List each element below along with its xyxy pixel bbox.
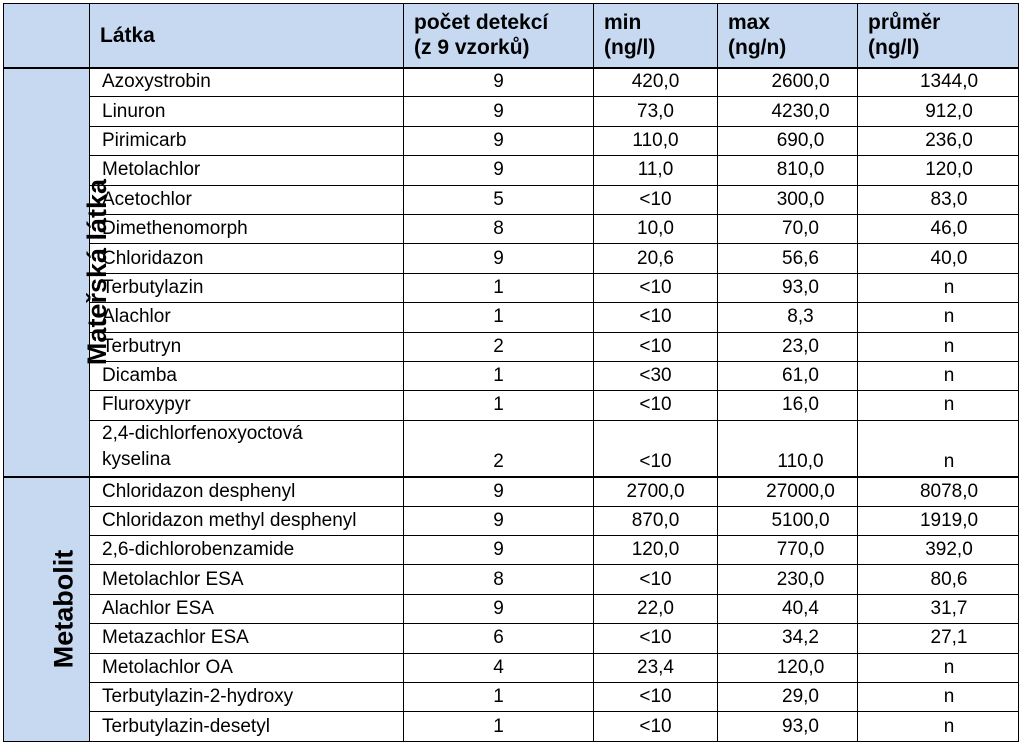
min-value: <10 <box>594 624 718 653</box>
detection-count: 1 <box>404 391 594 420</box>
detection-count: 1 <box>404 361 594 390</box>
table-row <box>4 477 1019 506</box>
detection-count: 5 <box>404 185 594 214</box>
substance-name: Metolachlor OA <box>90 653 404 682</box>
max-value: 2600,0 <box>718 68 858 97</box>
max-value: 230,0 <box>718 565 858 594</box>
group-label-metabolit <box>4 477 90 742</box>
avg-value: n <box>858 361 1019 390</box>
substance-name: Terbutylazin-2-hydroxy <box>90 682 404 711</box>
avg-value: n <box>858 653 1019 682</box>
avg-value: 83,0 <box>858 185 1019 214</box>
detection-count: 9 <box>404 126 594 155</box>
header-blank-cell <box>4 4 90 68</box>
avg-value: 27,1 <box>858 624 1019 653</box>
header-max-line1: max <box>728 11 771 35</box>
detection-count: 9 <box>404 244 594 273</box>
detection-count: 8 <box>404 565 594 594</box>
table-row <box>4 244 1019 273</box>
substance-name: Pirimicarb <box>90 126 404 155</box>
avg-value: 912,0 <box>858 97 1019 126</box>
max-value: 93,0 <box>718 273 858 302</box>
min-value: <10 <box>594 565 718 594</box>
table-row <box>4 712 1019 741</box>
detection-count: 9 <box>404 477 594 506</box>
detection-count: 1 <box>404 682 594 711</box>
min-value: 23,4 <box>594 653 718 682</box>
min-value: 120,0 <box>594 535 718 564</box>
substance-name: Alachlor ESA <box>90 594 404 623</box>
table-row <box>4 156 1019 185</box>
substance-name: Dicamba <box>90 361 404 390</box>
substance-name: Terbutylazin <box>90 273 404 302</box>
detection-count: 1 <box>404 303 594 332</box>
substance-name-line1: 2,4-dichlorfenoxyoctová <box>102 422 303 444</box>
avg-value: 392,0 <box>858 535 1019 564</box>
min-value: <10 <box>594 712 718 741</box>
substance-name: Alachlor <box>90 303 404 332</box>
substance-name: Metolachlor ESA <box>90 565 404 594</box>
pesticide-table <box>3 3 1019 742</box>
table-row <box>4 185 1019 214</box>
detection-count: 2 <box>404 420 594 477</box>
substance-name: Chloridazon desphenyl <box>90 477 404 506</box>
min-value: <10 <box>594 682 718 711</box>
min-value: 22,0 <box>594 594 718 623</box>
max-value: 110,0 <box>718 420 858 477</box>
avg-value: n <box>858 712 1019 741</box>
max-value: 56,6 <box>718 244 858 273</box>
max-value: 8,3 <box>718 303 858 332</box>
substance-name: Terbutryn <box>90 332 404 361</box>
detection-count: 1 <box>404 712 594 741</box>
min-value: <10 <box>594 391 718 420</box>
min-value: <10 <box>594 273 718 302</box>
substance-name <box>90 420 404 477</box>
substance-name: Dimethenomorph <box>90 214 404 243</box>
avg-value: n <box>858 303 1019 332</box>
min-value: <30 <box>594 361 718 390</box>
table-row <box>4 273 1019 302</box>
detection-count: 1 <box>404 273 594 302</box>
header-prumer-line2: (ng/l) <box>868 36 920 60</box>
table-row <box>4 565 1019 594</box>
min-value: 870,0 <box>594 506 718 535</box>
table-row <box>4 391 1019 420</box>
header-max <box>718 4 858 68</box>
max-value: 690,0 <box>718 126 858 155</box>
table-row <box>4 361 1019 390</box>
table-row <box>4 535 1019 564</box>
detection-count: 9 <box>404 506 594 535</box>
table-row <box>4 506 1019 535</box>
avg-value: 236,0 <box>858 126 1019 155</box>
detection-count: 9 <box>404 535 594 564</box>
avg-value: 46,0 <box>858 214 1019 243</box>
table-row <box>4 682 1019 711</box>
group-label-text: Mateřská látka <box>82 179 113 366</box>
max-value: 770,0 <box>718 535 858 564</box>
min-value: <10 <box>594 185 718 214</box>
header-prumer <box>858 4 1019 68</box>
table-row <box>4 214 1019 243</box>
avg-value: n <box>858 391 1019 420</box>
min-value: 11,0 <box>594 156 718 185</box>
detection-count: 9 <box>404 97 594 126</box>
avg-value: n <box>858 273 1019 302</box>
group-label-text: Metabolit <box>48 549 79 669</box>
avg-value: 40,0 <box>858 244 1019 273</box>
detection-count: 9 <box>404 156 594 185</box>
substance-name: Metazachlor ESA <box>90 624 404 653</box>
max-value: 34,2 <box>718 624 858 653</box>
header-min-line2: (ng/l) <box>604 36 656 60</box>
header-row <box>4 4 1019 68</box>
table-row <box>4 653 1019 682</box>
header-pocet-line1: počet detekcí <box>414 11 549 35</box>
table-row <box>4 420 1019 477</box>
substance-name: Linuron <box>90 97 404 126</box>
min-value: 10,0 <box>594 214 718 243</box>
table-row <box>4 303 1019 332</box>
avg-value: n <box>858 682 1019 711</box>
min-value: <10 <box>594 332 718 361</box>
group-label-materska <box>4 68 113 477</box>
avg-value: 80,6 <box>858 565 1019 594</box>
min-value: 20,6 <box>594 244 718 273</box>
table-row <box>4 97 1019 126</box>
max-value: 810,0 <box>718 156 858 185</box>
header-latka: Látka <box>90 4 404 68</box>
min-value: 73,0 <box>594 97 718 126</box>
max-value: 5100,0 <box>718 506 858 535</box>
max-value: 4230,0 <box>718 97 858 126</box>
min-value: 110,0 <box>594 126 718 155</box>
detection-count: 2 <box>404 332 594 361</box>
avg-value: 1919,0 <box>858 506 1019 535</box>
min-value: 420,0 <box>594 68 718 97</box>
detection-count: 8 <box>404 214 594 243</box>
max-value: 16,0 <box>718 391 858 420</box>
max-value: 93,0 <box>718 712 858 741</box>
max-value: 23,0 <box>718 332 858 361</box>
header-min <box>594 4 718 68</box>
avg-value: 1344,0 <box>858 68 1019 97</box>
max-value: 40,4 <box>718 594 858 623</box>
header-prumer-line1: průměr <box>868 11 941 35</box>
substance-name: Chloridazon <box>90 244 404 273</box>
table-row <box>4 624 1019 653</box>
detection-count: 6 <box>404 624 594 653</box>
avg-value: 31,7 <box>858 594 1019 623</box>
header-min-line1: min <box>604 11 642 35</box>
detection-count: 9 <box>404 594 594 623</box>
substance-name: Terbutylazin-desetyl <box>90 712 404 741</box>
avg-value: 120,0 <box>858 156 1019 185</box>
substance-name-line2: kyselina <box>102 448 171 470</box>
min-value: <10 <box>594 303 718 332</box>
avg-value: n <box>858 332 1019 361</box>
table-row <box>4 68 1019 97</box>
table-row <box>4 332 1019 361</box>
substance-name: Acetochlor <box>90 185 404 214</box>
max-value: 29,0 <box>718 682 858 711</box>
min-value: 2700,0 <box>594 477 718 506</box>
header-pocet-line2: (z 9 vzorků) <box>414 36 530 60</box>
substance-name: Chloridazon methyl desphenyl <box>90 506 404 535</box>
min-value: <10 <box>594 420 718 477</box>
avg-value: 8078,0 <box>858 477 1019 506</box>
max-value: 70,0 <box>718 214 858 243</box>
max-value: 300,0 <box>718 185 858 214</box>
substance-name: 2,6-dichlorobenzamide <box>90 535 404 564</box>
max-value: 120,0 <box>718 653 858 682</box>
table-row <box>4 594 1019 623</box>
detection-count: 9 <box>404 68 594 97</box>
header-pocet <box>404 4 594 68</box>
max-value: 61,0 <box>718 361 858 390</box>
substance-name: Fluroxypyr <box>90 391 404 420</box>
max-value: 27000,0 <box>718 477 858 506</box>
header-max-line2: (ng/n) <box>728 36 787 60</box>
avg-value: n <box>858 420 1019 477</box>
table-row <box>4 126 1019 155</box>
detection-count: 4 <box>404 653 594 682</box>
substance-name: Metolachlor <box>90 156 404 185</box>
substance-name: Azoxystrobin <box>90 68 404 97</box>
